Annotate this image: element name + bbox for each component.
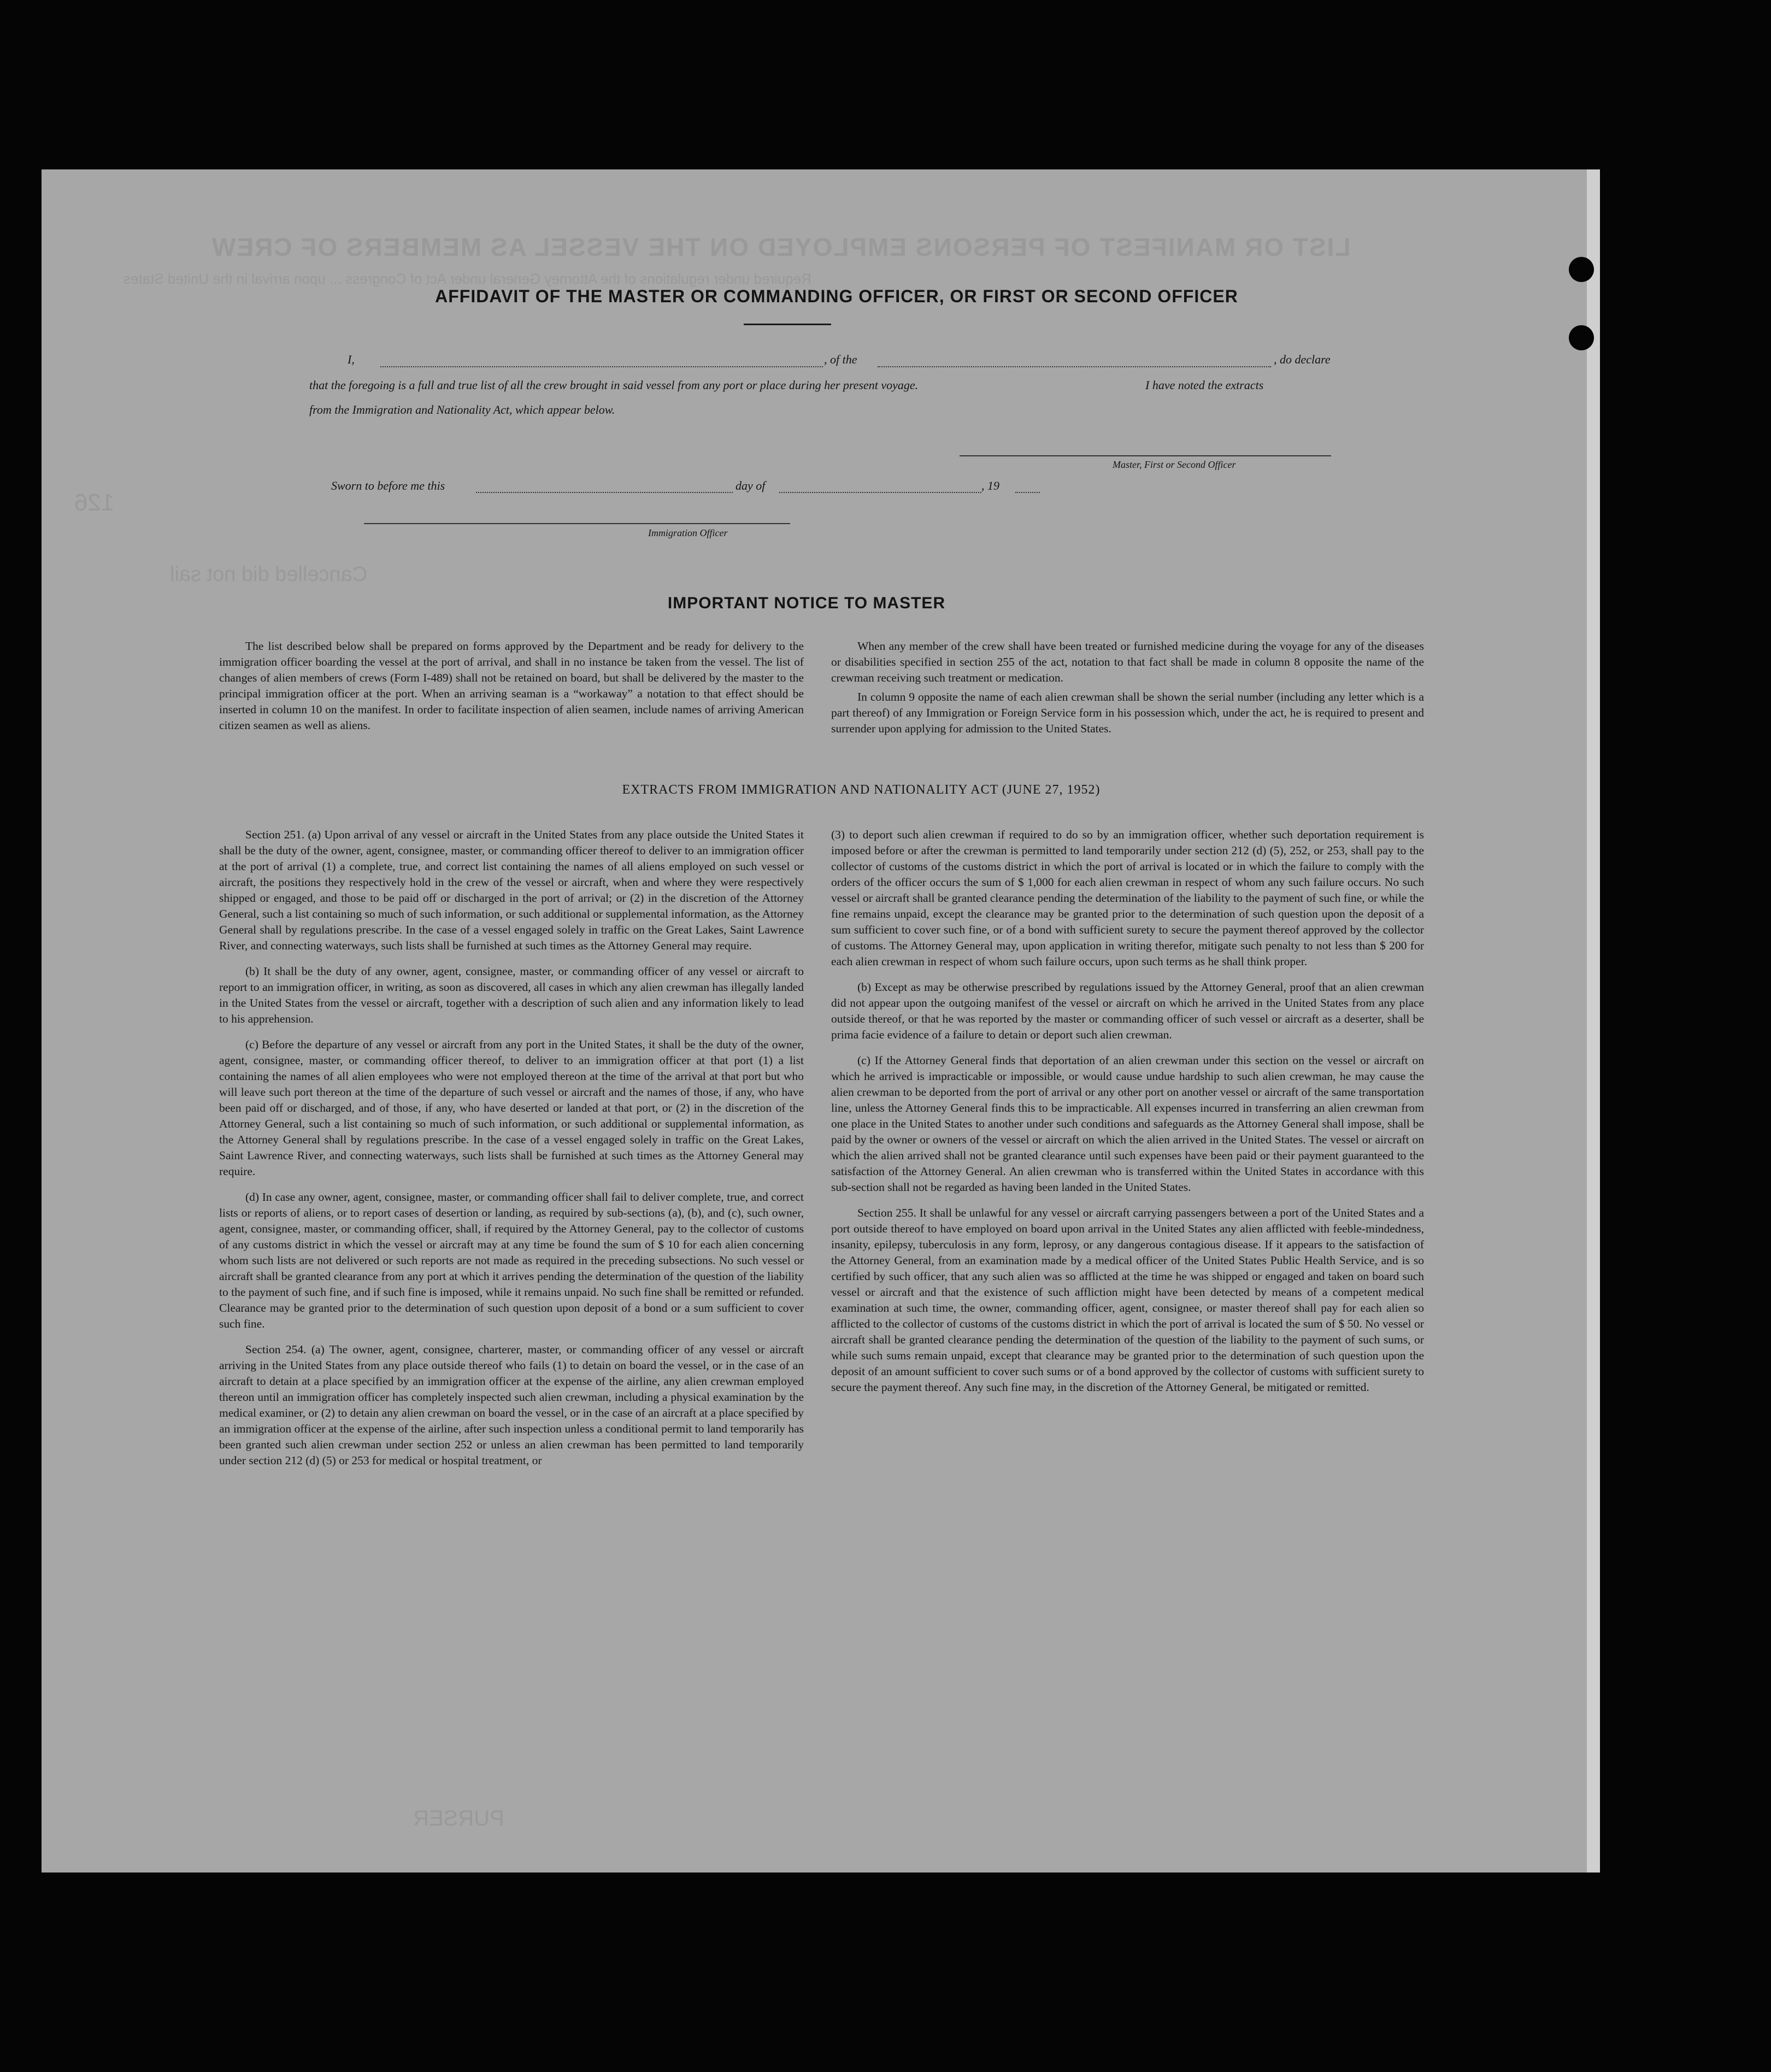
bleed-through-header: LIST OR MANIFEST OF PERSONS EMPLOYED ON THE VESSEL AS MEMBERS OF CREW [211,233,1351,261]
extracts-left-column [219,827,804,1478]
punch-hole [1569,257,1594,282]
affidavit-of-the: , of the [824,353,857,366]
extracts-title: EXTRACTS FROM IMMIGRATION AND NATIONALITY ACT (JUNE 27, 1952) [622,783,1101,797]
extracts-right-column [831,827,1424,1405]
act-paragraph: (b) Except as may be otherwise prescribed by regulations issued by the Attorney General, proof that an alien crewman did not appear upon the outgoing manifest of the vessel or aircraft on which he arrived in the United States from any place outside thereof, or that he was reported by the master or commanding officer of such vessel or aircraft as a deserter, shall be prima facie evidence of a failure to detain or deport such alien crewman. [831,981,1424,1041]
officer-signature-line [364,523,790,524]
officer-caption: Immigration Officer [648,527,728,538]
affidavit-line-2-right: I have noted the extracts [1145,378,1264,392]
day-of-label: day of [736,479,766,492]
bleed-through-number: 126 [74,489,115,516]
affidavit-line-2: that the foregoing is a full and true list of all the crew brought in said vessel from any port or place during her present voyage. [309,378,919,392]
master-caption: Master, First or Second Officer [1113,459,1236,470]
act-paragraph: (3) to deport such alien crewman if required to do so by an immigration officer, whether such deportation requirement is imposed before or after the crewman is permitted to land temporarily under section 212 (d) (5), 252, or 253, shall pay to the collector of customs of the customs district in which the port of arrival is located or in which the failure to comply with the orders of the officer occurs the sum of $ 1,000 for each alien crewman in respect of whom any such failure occurs. No such vessel or aircraft shall be granted clearance pending the determination of the liability to the payment of such fine, or while the fine remains unpaid, except the clearance may be granted prior to the determination of such question upon the deposit of a sum sufficient to cover such fine, or of a bond with sufficient surety to secure the payment thereof approved by the collector of customs. The Attorney General may, upon application in writing therefor, mitigate such penalty to not less than $ 200 for each alien crewman in respect of whom such failure occurs, upon such terms as he shall think proper. [831,828,1424,968]
day-blank [476,492,733,493]
act-paragraph: Section 255. It shall be unlawful for any vessel or aircraft carrying passengers between a port of the United States and a port outside thereof to have employed on board upon arrival in the United States any alien afflicted with feeble-mindedness, insanity, epilepsy, tuberculosis in any form, leprosy, or any dangerous contagious disease. If it appears to the satisfaction of the Attorney General, from an examination made by a medical officer of the United States Public Health Service, and is so certified by such officer, that any such alien was so afflicted at the time he was shipped or engaged and taken on board such vessel or aircraft and that the existence of such affliction might have been detected by means of a competent medical examination at such time, the owner, commanding officer, agent, consignee, or master thereof shall pay for each alien so afflicted to the collector of customs of the customs district in which the port of arrival is located the sum of $ 50. No vessel or aircraft shall be granted clearance pending the determination of the question of the liability to the payment of such sums, or while such sums remain unpaid, except that clearance may be granted prior to the determination of such question upon the deposit of an amount sufficient to cover such sums or of a bond approved by the collector of customs with sufficient surety to secure the payment thereof. Any such fine may, in the discretion of the Attorney General, be mitigated or remitted. [831,1206,1424,1394]
document-page [42,169,1600,1873]
notice-paragraph: When any member of the crew shall have been treated or furnished medicine during the voyage for any of the diseases or disabilities specified in section 255 of the act, notation to that fact shall be made in column 8 opposite the name of the crewman receiving such treatment or medication. [831,639,1424,684]
act-paragraph: Section 251. (a) Upon arrival of any vessel or aircraft in the United States from any place outside the United States it shall be the duty of the owner, agent, consignee, master, or commanding officer thereof to deliver to an immigration officer at the port of arrival (1) a complete, true, and correct list containing the names of all aliens employed on such vessel or aircraft, the positions they respectively hold in the crew of the vessel or aircraft, when and where they were respectively shipped or engaged, and those to be paid off or discharged in the port of arrival; or (2) in the discretion of the Attorney General, such a list containing so much of such information, or such additional or supplemental information, as the Attorney General shall by regulations prescribe. In the case of a vessel engaged solely in traffic on the Great Lakes, Saint Lawrence River, and connecting waterways, such lists shall be furnished at such times as the Attorney General may require. [219,828,804,952]
affidavit-title: AFFIDAVIT OF THE MASTER OR COMMANDING OFFICER, OR FIRST OR SECOND OFFICER [435,286,1238,306]
act-paragraph: (b) It shall be the duty of any owner, agent, consignee, master, or commanding officer of any vessel or aircraft to report to an immigration officer, in writing, as soon as discovered, all cases in which any alien crewman has illegally landed in the United States from the vessel or aircraft, together with a description of such alien and any information likely to lead to his apprehension. [219,965,804,1025]
notice-right-column [831,638,1424,747]
notice-paragraph: The list described below shall be prepared on forms approved by the Department and be ready for delivery to the immigration officer boarding the vessel at the port of arrival, and shall in no instance be taken from the vessel. The list of changes of alien members of crews (Form I-489) shall not be retained on board, but shall be delivered by the master to the principal immigration officer at the port. When an arriving seaman is a “workaway” a notation to that effect should be inserted in column 10 on the manifest. In order to facilitate inspection of alien seamen, include names of arriving American citizen seamen as well as aliens. [219,639,804,732]
act-paragraph: Section 254. (a) The owner, agent, consignee, charterer, master, or commanding officer of any vessel or aircraft arriving in the United States from any place outside thereof who fails (1) to detain on board the vessel, or in the case of an aircraft to detain at a place specified by an immigration officer at the expense of the airline, any alien crewman employed thereon until an immigration officer has completely inspected such alien crewman, including a physical examination by the medical examiner, or (2) to detain any alien crewman on board the vessel, or in the case of an aircraft at a place specified by an immigration officer at the expense of the airline, after such inspection unless a conditional permit to land temporarily has been granted such alien crewman under section 252 or unless an alien crewman has been permitted to land temporarily under section 212 (d) (5) or 253 for medical or hospital treatment, or [219,1343,804,1467]
bleed-through-note: Cancelled did not sail [170,563,368,586]
vessel-blank [878,366,1271,367]
act-paragraph: (c) If the Attorney General finds that deportation of an alien crewman under this section on the vessel or aircraft on which he arrived is impracticable or impossible, or would cause undue hardship to such alien crewman, he may cause the alien crewman to be deported from the port of arrival or any other port on another vessel or aircraft of the same transportation line, unless the Attorney General finds this to be impracticable. All expenses incurred in transferring an alien crewman from one place in the United States to another under such conditions and safeguards as the Attorney General shall impose, shall be paid by the owner or owners of the vessel or aircraft on which the alien arrived in the United States. The vessel or aircraft on which the alien arrived shall not be granted clearance until such expenses have been paid or their payment guaranteed to the satisfaction of the Attorney General. An alien crewman who is transferred within the United States in accordance with this sub-section shall not be regarded as having been landed in the United States. [831,1054,1424,1194]
affidavit-do-declare: , do declare [1274,353,1331,366]
notice-left-column [219,638,804,743]
title-rule [744,324,831,325]
page-edge [1587,169,1600,1873]
notice-title: IMPORTANT NOTICE TO MASTER [667,594,946,612]
year-blank [1015,492,1040,493]
sworn-label: Sworn to before me this [331,479,445,492]
bleed-through-subheader: Required under regulations of the Attorney General under Act of Congress ... upon arrival in the United States [123,271,811,287]
punch-hole [1569,325,1594,350]
year-label: , 19 [981,479,999,492]
name-blank [380,366,823,367]
notice-paragraph: In column 9 opposite the name of each alien crewman shall be shown the serial number (including any letter which is a part thereof) of any Immigration or Foreign Service form in his possession which, under the act, he is required to present and surrender upon applying for admission to the United States. [831,690,1424,735]
month-blank [779,492,981,493]
bleed-through-purser: PURSER [413,1806,504,1830]
master-signature-line [960,455,1331,456]
affidavit-i: I, [348,353,355,366]
act-paragraph: (c) Before the departure of any vessel or aircraft from any port in the United States, it shall be the duty of the owner, agent, consignee, master, or commanding officer thereof, to deliver to an immigration officer at that port (1) a list containing the names of all alien employees who were not employed thereon at the time of the arrival at that port but who will leave such port thereon at the time of the departure of such vessel or aircraft and the names of those, if any, who have been paid off or discharged, and of those, if any, who have deserted or landed at that port, or (2) in the discretion of the Attorney General, such a list containing so much of such information, or such additional or supplemental information, as the Attorney General shall by regulations prescribe. In the case of a vessel engaged solely in traffic on the Great Lakes, Saint Lawrence River, and connecting waterways, such lists shall be furnished at such times as the Attorney General may require. [219,1038,804,1178]
affidavit-line-3: from the Immigration and Nationality Act, which appear below. [309,403,615,416]
act-paragraph: (d) In case any owner, agent, consignee, master, or commanding officer shall fail to deliver complete, true, and correct lists or reports of aliens, or to report cases of desertion or landing, as required by sub-sections (a), (b), and (c), such owner, agent, consignee, master, or commanding officer, shall, if required by the Attorney General, pay to the collector of customs of any customs district in which the vessel or aircraft may at any time be found the sum of $ 10 for each alien concerning whom such lists are not delivered or such reports are not made as required in the preceding subsections. No such vessel or aircraft shall be granted clearance from any port at which it arrives pending the determination of the question of the liability to the payment of such fine, and if such fine is imposed, while it remains unpaid. No such fine shall be remitted or refunded. Clearance may be granted prior to the determination of such question upon deposit of a bond or a sum sufficient to cover such fine. [219,1190,804,1330]
